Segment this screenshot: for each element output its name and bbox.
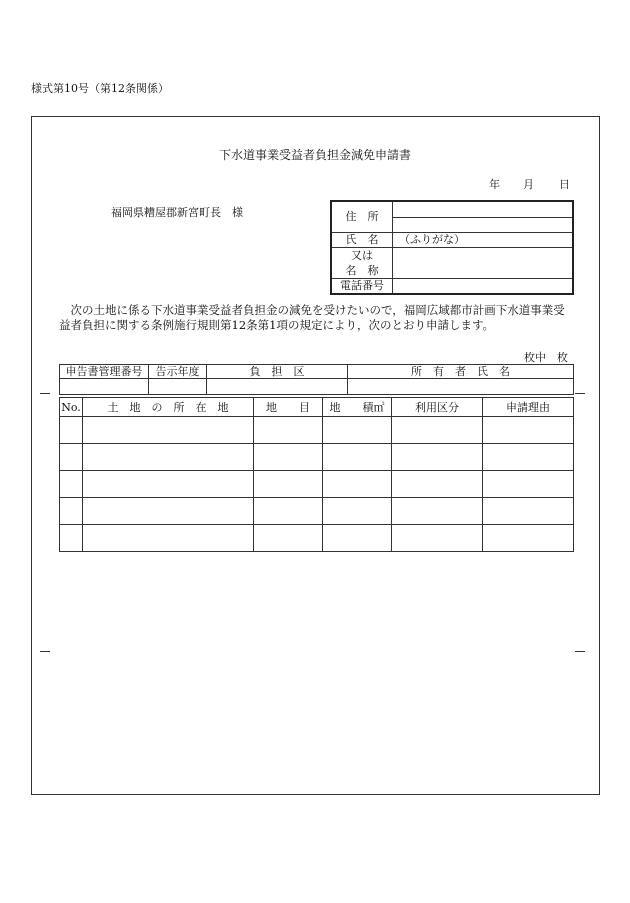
phone-field[interactable]	[393, 278, 574, 294]
body-line-2: 益者負担に関する条例施行規則第12条第1項の規定により，次のとおり申請します。	[59, 318, 495, 332]
cell-location[interactable]	[83, 444, 254, 471]
cell-usage[interactable]	[392, 498, 483, 525]
cell-reason[interactable]	[483, 471, 574, 498]
land-table	[59, 397, 574, 552]
date-day: 日	[559, 178, 570, 191]
cell-location[interactable]	[83, 525, 254, 552]
right-tick-bottom	[575, 651, 585, 652]
cell-reason[interactable]	[483, 417, 574, 444]
date-year: 年	[489, 178, 500, 191]
table-row	[60, 471, 574, 498]
table-row	[60, 498, 574, 525]
mgmt-header-owner: 所 有 者 氏 名	[348, 365, 574, 379]
cell-usage[interactable]	[392, 471, 483, 498]
org-label: 名 称	[345, 263, 379, 277]
cell-usage[interactable]	[392, 444, 483, 471]
mgmt-number-field[interactable]	[60, 379, 149, 395]
body-line-1: 次の土地に係る下水道事業受益者負担金の減免を受けたいので，福岡広域都市計画下水道事業受	[70, 303, 565, 317]
body-text	[59, 303, 579, 333]
phone-label: 電話番号	[331, 278, 393, 294]
org-label-cell	[331, 247, 393, 278]
addressee: 福岡県糟屋郡新宮町長 様	[111, 206, 243, 219]
left-tick-bottom	[40, 651, 50, 652]
cell-no[interactable]	[60, 417, 83, 444]
land-header-no: No.	[60, 398, 83, 417]
cell-area[interactable]	[323, 444, 392, 471]
form-title: 下水道事業受益者負担金減免申請書	[218, 148, 411, 162]
form-number: 様式第10号（第12条関係）	[31, 82, 169, 95]
land-header-usage: 利用区分	[392, 398, 483, 417]
address-field-2[interactable]	[393, 217, 574, 232]
cell-no[interactable]	[60, 471, 83, 498]
furigana-field[interactable]: （ふりがな）	[393, 232, 574, 247]
sheet-counter: 枚中 枚	[524, 351, 568, 364]
address-field-1[interactable]	[393, 201, 574, 217]
cell-category[interactable]	[254, 525, 323, 552]
cell-reason[interactable]	[483, 498, 574, 525]
cell-location[interactable]	[83, 471, 254, 498]
mgmt-header-number: 申告書管理番号	[60, 365, 149, 379]
land-header-location: 土 地 の 所 在 地	[83, 398, 254, 417]
mgmt-owner-field[interactable]	[348, 379, 574, 395]
cell-usage[interactable]	[392, 525, 483, 552]
table-row	[60, 444, 574, 471]
cell-no[interactable]	[60, 525, 83, 552]
table-row	[60, 417, 574, 444]
or-label: 又は	[351, 248, 373, 262]
cell-usage[interactable]	[392, 417, 483, 444]
land-header-category: 地 目	[254, 398, 323, 417]
name-field[interactable]	[393, 247, 574, 278]
land-header-area: 地 積㎡	[323, 398, 392, 417]
left-tick-top	[40, 393, 50, 394]
cell-reason[interactable]	[483, 525, 574, 552]
right-tick-top	[575, 393, 585, 394]
cell-category[interactable]	[254, 417, 323, 444]
mgmt-header-year: 告示年度	[149, 365, 207, 379]
cell-location[interactable]	[83, 498, 254, 525]
cell-area[interactable]	[323, 471, 392, 498]
cell-category[interactable]	[254, 498, 323, 525]
cell-category[interactable]	[254, 444, 323, 471]
cell-area[interactable]	[323, 525, 392, 552]
land-header-reason: 申請理由	[483, 398, 574, 417]
cell-no[interactable]	[60, 498, 83, 525]
cell-area[interactable]	[323, 417, 392, 444]
cell-reason[interactable]	[483, 444, 574, 471]
management-table	[59, 364, 574, 395]
address-label: 住 所	[331, 201, 393, 232]
cell-location[interactable]	[83, 417, 254, 444]
mgmt-year-field[interactable]	[149, 379, 207, 395]
mgmt-district-field[interactable]	[207, 379, 348, 395]
applicant-table	[330, 200, 574, 295]
date-month: 月	[523, 178, 534, 191]
mgmt-header-district: 負 担 区	[207, 365, 348, 379]
cell-area[interactable]	[323, 498, 392, 525]
cell-no[interactable]	[60, 444, 83, 471]
table-row	[60, 525, 574, 552]
cell-category[interactable]	[254, 471, 323, 498]
name-label: 氏 名	[331, 232, 393, 247]
